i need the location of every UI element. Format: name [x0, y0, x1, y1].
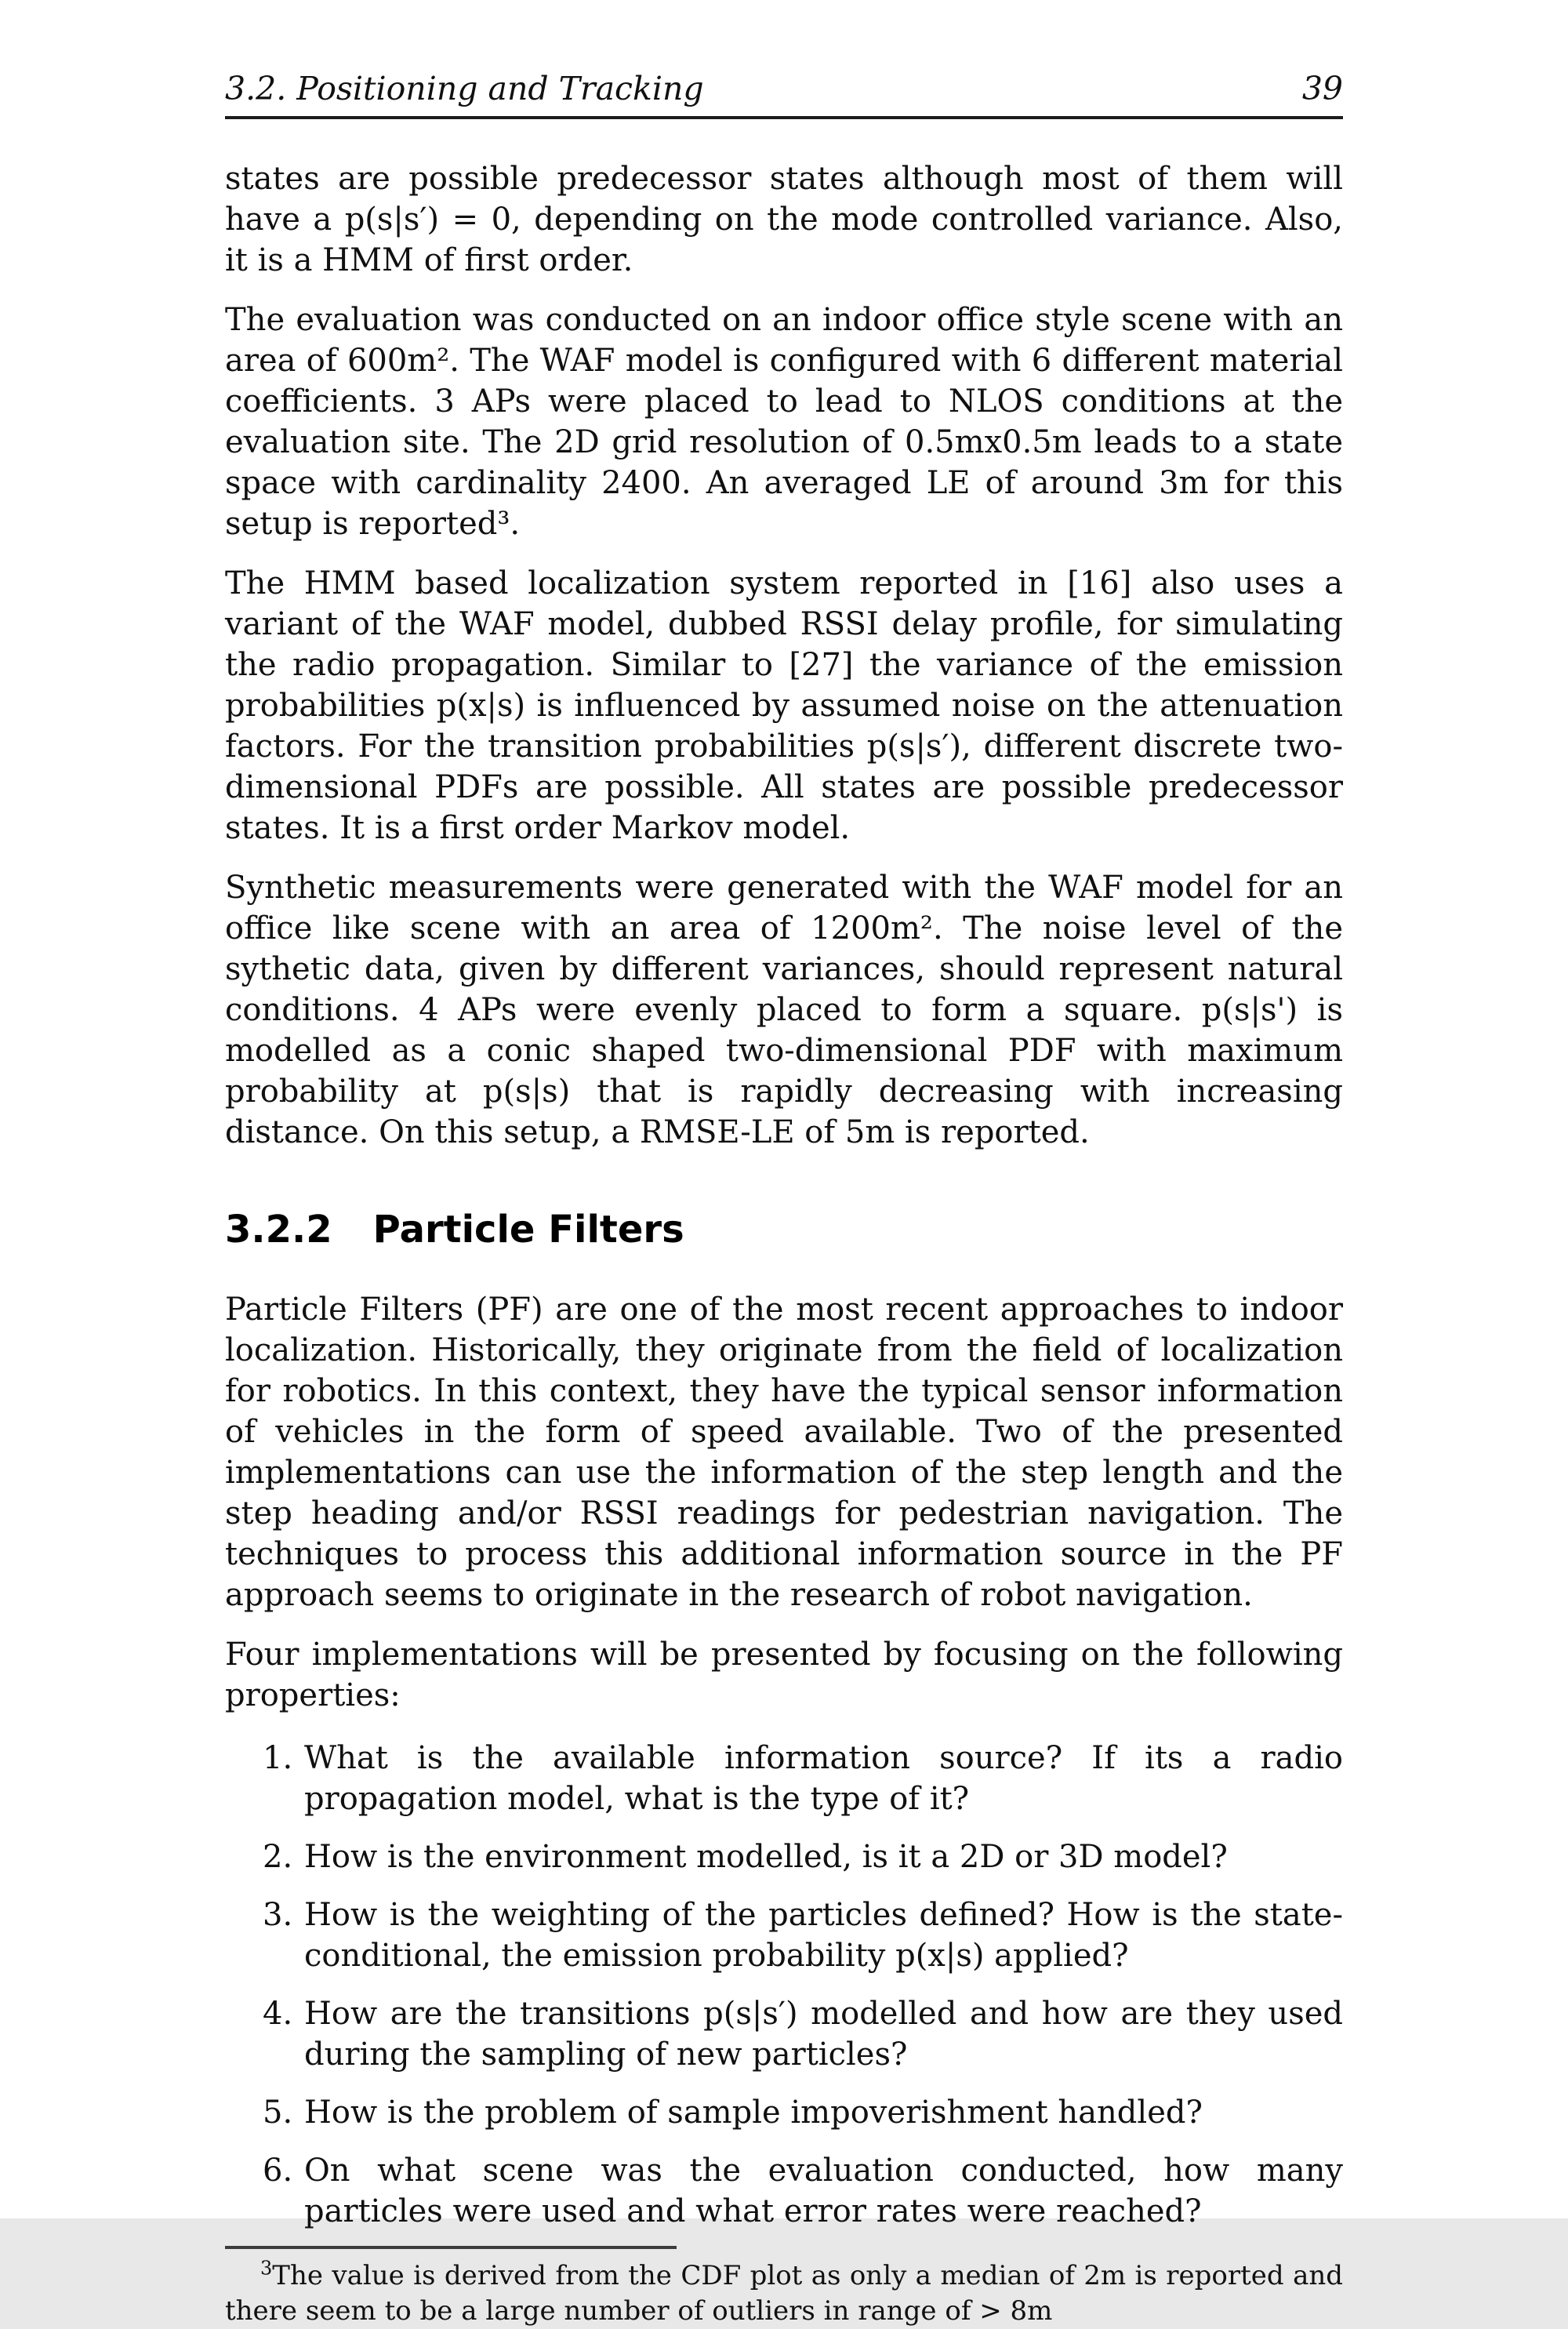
section-title: Particle Filters	[372, 1208, 684, 1252]
list-item-5	[225, 2092, 1343, 2133]
paragraph-6: Four implementations will be presented by focusing on the following properties:	[225, 1637, 1343, 1713]
paragraph-3: The HMM based localization system reported in [16] also uses a variant of the WAF model, dubbed RSSI delay profile, for simulating the radio propagation. Similar to [27] the variance of the emission probabilities p(x|s) is influenced by assumed noise on the attenuation factors. For the transition probabilities p(s|s′), different discrete two-dimensional PDFs are possible. All states are possible predecessor states. It is a first order Markov model.	[225, 565, 1343, 846]
list-item-3	[225, 1895, 1343, 1976]
footnote-marker: 3	[260, 2257, 273, 2280]
question-list	[225, 1738, 1343, 2232]
running-section-title: 3.2. Positioning and Tracking	[225, 70, 704, 107]
running-header	[225, 69, 1343, 108]
list-item-5-text: How is the problem of sample impoverishment handled?	[304, 2095, 1203, 2131]
text-block	[225, 69, 1343, 2329]
list-item-3-text: How is the weighting of the particles defined? How is the state-conditional, the emission probability p(x|s) applied?	[304, 1897, 1343, 1974]
list-item-2	[225, 1837, 1343, 1877]
list-item-1-number: 1.	[263, 1740, 293, 1776]
footnote-rule	[225, 2246, 677, 2249]
list-item-5-number: 5.	[263, 2095, 293, 2131]
list-item-1	[225, 1738, 1343, 1819]
list-item-4-text: How are the transitions p(s|s′) modelled and how are they used during the sampling of new particles?	[304, 1996, 1343, 2073]
list-item-6-text: On what scene was the evaluation conducted, how many particles were used and what error rates were reached?	[304, 2153, 1343, 2229]
footnote-text: The value is derived from the CDF plot as only a median of 2m is reported and there seem to be a large number of outliers in range of > 8m	[225, 2260, 1343, 2327]
paragraph-2: The evaluation was conducted on an indoor office style scene with an area of 600m². The WAF model is configured with 6 different material coefficients. 3 APs were placed to lead to NLOS conditions at the evaluation site. The 2D grid resolution of 0.5mx0.5m leads to a state space with cardinality 2400. An averaged LE of around 3m for this setup is reported³.	[225, 302, 1343, 542]
header-rule	[225, 116, 1343, 119]
list-item-4	[225, 1993, 1343, 2075]
list-item-3-number: 3.	[263, 1897, 293, 1933]
list-item-2-text: How is the environment modelled, is it a 2D or 3D model?	[304, 1839, 1228, 1875]
list-item-6-number: 6.	[263, 2153, 293, 2189]
section-number: 3.2.2	[225, 1208, 332, 1252]
page-number: 39	[1301, 70, 1343, 107]
section-heading	[225, 1208, 1343, 1252]
list-item-6	[225, 2150, 1343, 2232]
paragraph-4: Synthetic measurements were generated with the WAF model for an office like scene with an area of 1200m². The noise level of the sythetic data, given by different variances, should represent natural conditions. 4 APs were evenly placed to form a square. p(s|s') is modelled as a conic shaped two-dimensional PDF with maximum probability at p(s|s) that is rapidly decreasing with increasing distance. On this setup, a RMSE-LE of 5m is reported.	[225, 870, 1343, 1150]
paragraph-1: states are possible predecessor states although most of them will have a p(s|s′) = 0, depending on the mode controlled variance. Also, it is a HMM of first order.	[225, 161, 1343, 278]
footnote	[225, 2258, 1343, 2329]
list-item-1-text: What is the available information source? If its a radio propagation model, what is the type of it?	[304, 1740, 1343, 1817]
paragraph-5: Particle Filters (PF) are one of the most recent approaches to indoor localization. Historically, they originate from the field of localization for robotics. In this context, they have the typical sensor information of vehicles in the form of speed available. Two of the presented implementations can use the information of the step length and the step heading and/or RSSI readings for pedestrian navigation. The techniques to process this additional information source in the PF approach seems to originate in the research of robot navigation.	[225, 1292, 1343, 1613]
list-item-2-number: 2.	[263, 1839, 293, 1875]
list-item-4-number: 4.	[263, 1996, 293, 2032]
